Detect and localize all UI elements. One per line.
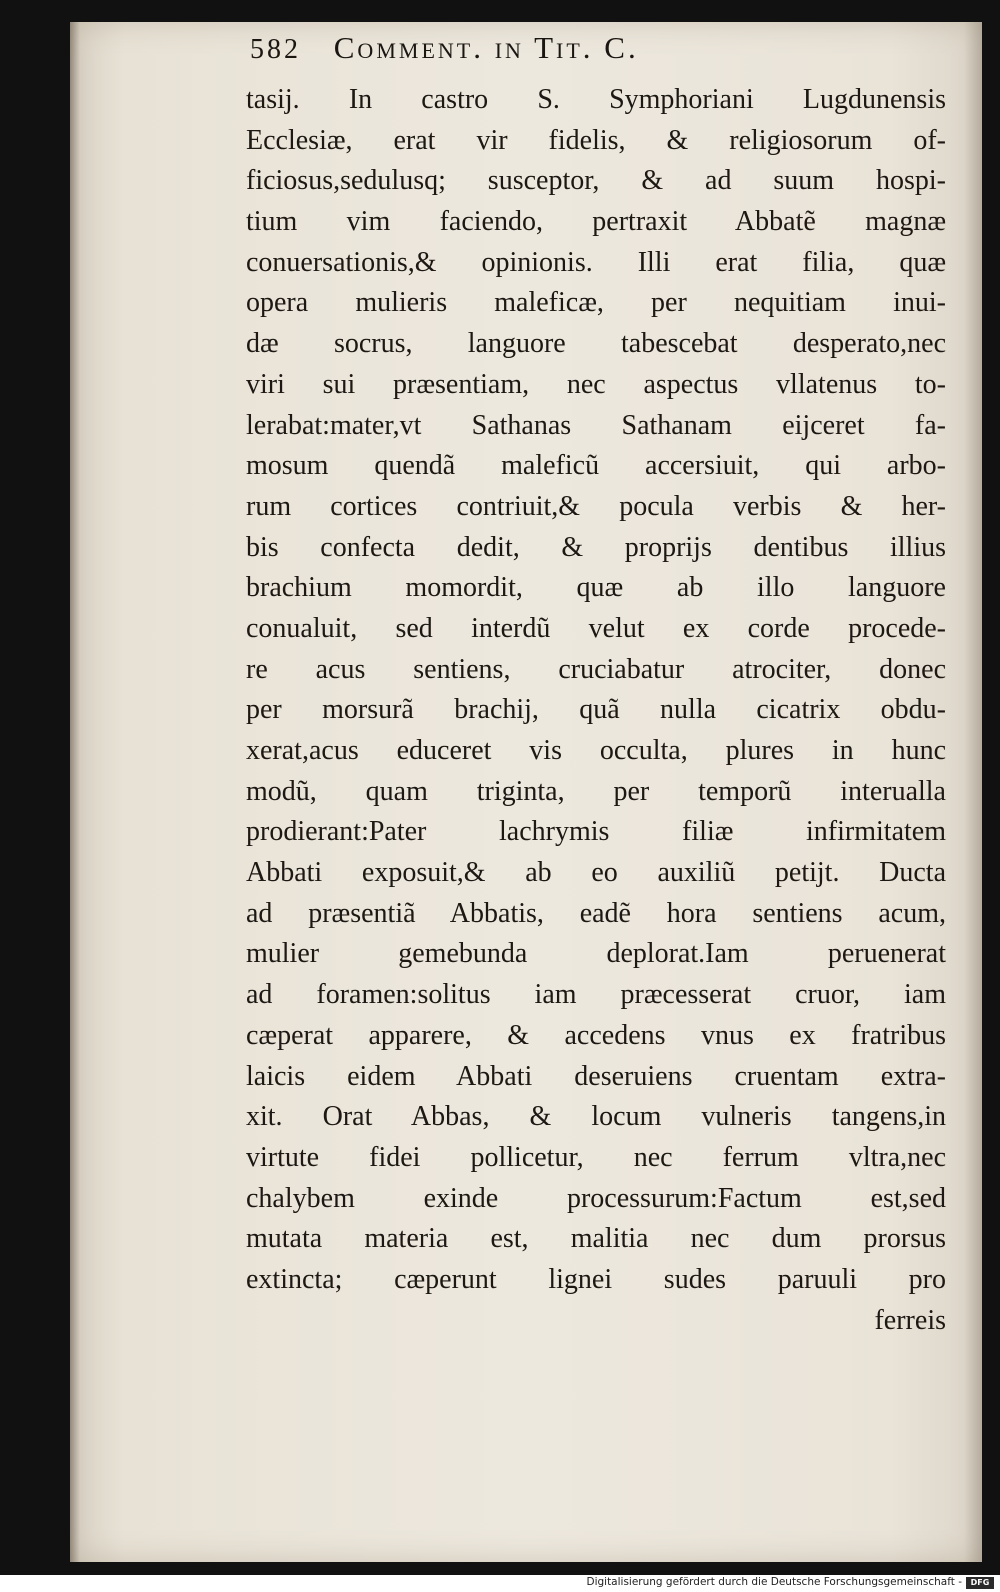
text-line: lerabat:mater,vt Sathanas Sathanam eijceret fa- bbox=[246, 409, 946, 441]
text-line: cæperat apparere, & accedens vnus ex fratribus bbox=[246, 1019, 946, 1051]
text-line: xit. Orat Abbas, & locum vulneris tangens,in bbox=[246, 1101, 946, 1133]
text-line: mutata materia est, malitia nec dum prorsus bbox=[246, 1223, 946, 1255]
page-gutter-shadow bbox=[70, 22, 80, 1562]
text-line: opera mulieris maleficæ, per nequitiam inui- bbox=[246, 287, 946, 319]
text-line: tasij. In castro S. Symphoriani Lugdunensis bbox=[246, 84, 946, 115]
text-line: xerat,acus educeret vis occulta, plures in hunc bbox=[246, 735, 946, 766]
text-line: virtute fidei pollicetur, nec ferrum vltra,nec bbox=[246, 1141, 946, 1173]
text-line: laicis eidem Abbati deseruiens cruentam extra- bbox=[246, 1060, 946, 1092]
text-line: ad præsentiã Abbatis, eadẽ hora sentiens acum, bbox=[246, 897, 946, 929]
page-edge-shadow bbox=[964, 22, 982, 1562]
page-number: 582 bbox=[250, 34, 301, 65]
funding-credit: Digitalisierung gefördert durch die Deutsche Forschungsgemeinschaft - bbox=[586, 1576, 962, 1588]
text-line: Ecclesiæ, erat vir fidelis, & religiosorum of- bbox=[246, 124, 946, 156]
text-line: prodierant:Pater lachrymis filiæ infirmitatem bbox=[246, 816, 946, 848]
text-line: tium vim faciendo, pertraxit Abbatẽ magnæ bbox=[246, 206, 946, 238]
text-line: ficiosus,sedulusq; susceptor, & ad suum hospi- bbox=[246, 165, 946, 197]
text-line: modũ, quam triginta, per temporũ interualla bbox=[246, 775, 946, 807]
text-line: dæ socrus, languore tabescebat desperato,nec bbox=[246, 328, 946, 360]
text-line: viri sui præsentiam, nec aspectus vllatenus to- bbox=[246, 368, 946, 400]
text-line: conuersationis,& opinionis. Illi erat filia, quæ bbox=[246, 246, 946, 278]
text-line: Abbati exposuit,& ab eo auxiliũ petijt. Ducta bbox=[246, 857, 946, 889]
text-line: extincta; cæperunt lignei sudes paruuli pro bbox=[246, 1263, 946, 1295]
text-line: conualuit, sed interdũ velut ex corde procede- bbox=[246, 612, 946, 644]
text-line: per morsurã brachij, quã nulla cicatrix obdu- bbox=[246, 694, 946, 726]
text-line: mosum quendã maleficũ accersiuit, qui arbo- bbox=[246, 450, 946, 482]
running-title: Comment. in Tit. C. bbox=[333, 30, 639, 65]
catchword: ferreis bbox=[874, 1304, 946, 1336]
text-line: brachium momordit, quæ ab illo languore bbox=[246, 572, 946, 604]
text-line: rum cortices contriuit,& pocula verbis & her- bbox=[246, 490, 946, 522]
text-line: chalybem exinde processurum:Factum est,sed bbox=[246, 1182, 946, 1214]
running-header bbox=[250, 30, 850, 80]
body-text bbox=[246, 80, 946, 1341]
text-line: mulier gemebunda deplorat.Iam peruenerat bbox=[246, 938, 946, 970]
dfg-logo-icon: DFG bbox=[966, 1577, 994, 1589]
digitization-footer bbox=[0, 1575, 1000, 1592]
text-line: re acus sentiens, cruciabatur atrociter, donec bbox=[246, 653, 946, 685]
text-line: ad foramen:solitus iam præcesserat cruor, iam bbox=[246, 979, 946, 1011]
text-line: bis confecta dedit, & proprijs dentibus illius bbox=[246, 531, 946, 563]
